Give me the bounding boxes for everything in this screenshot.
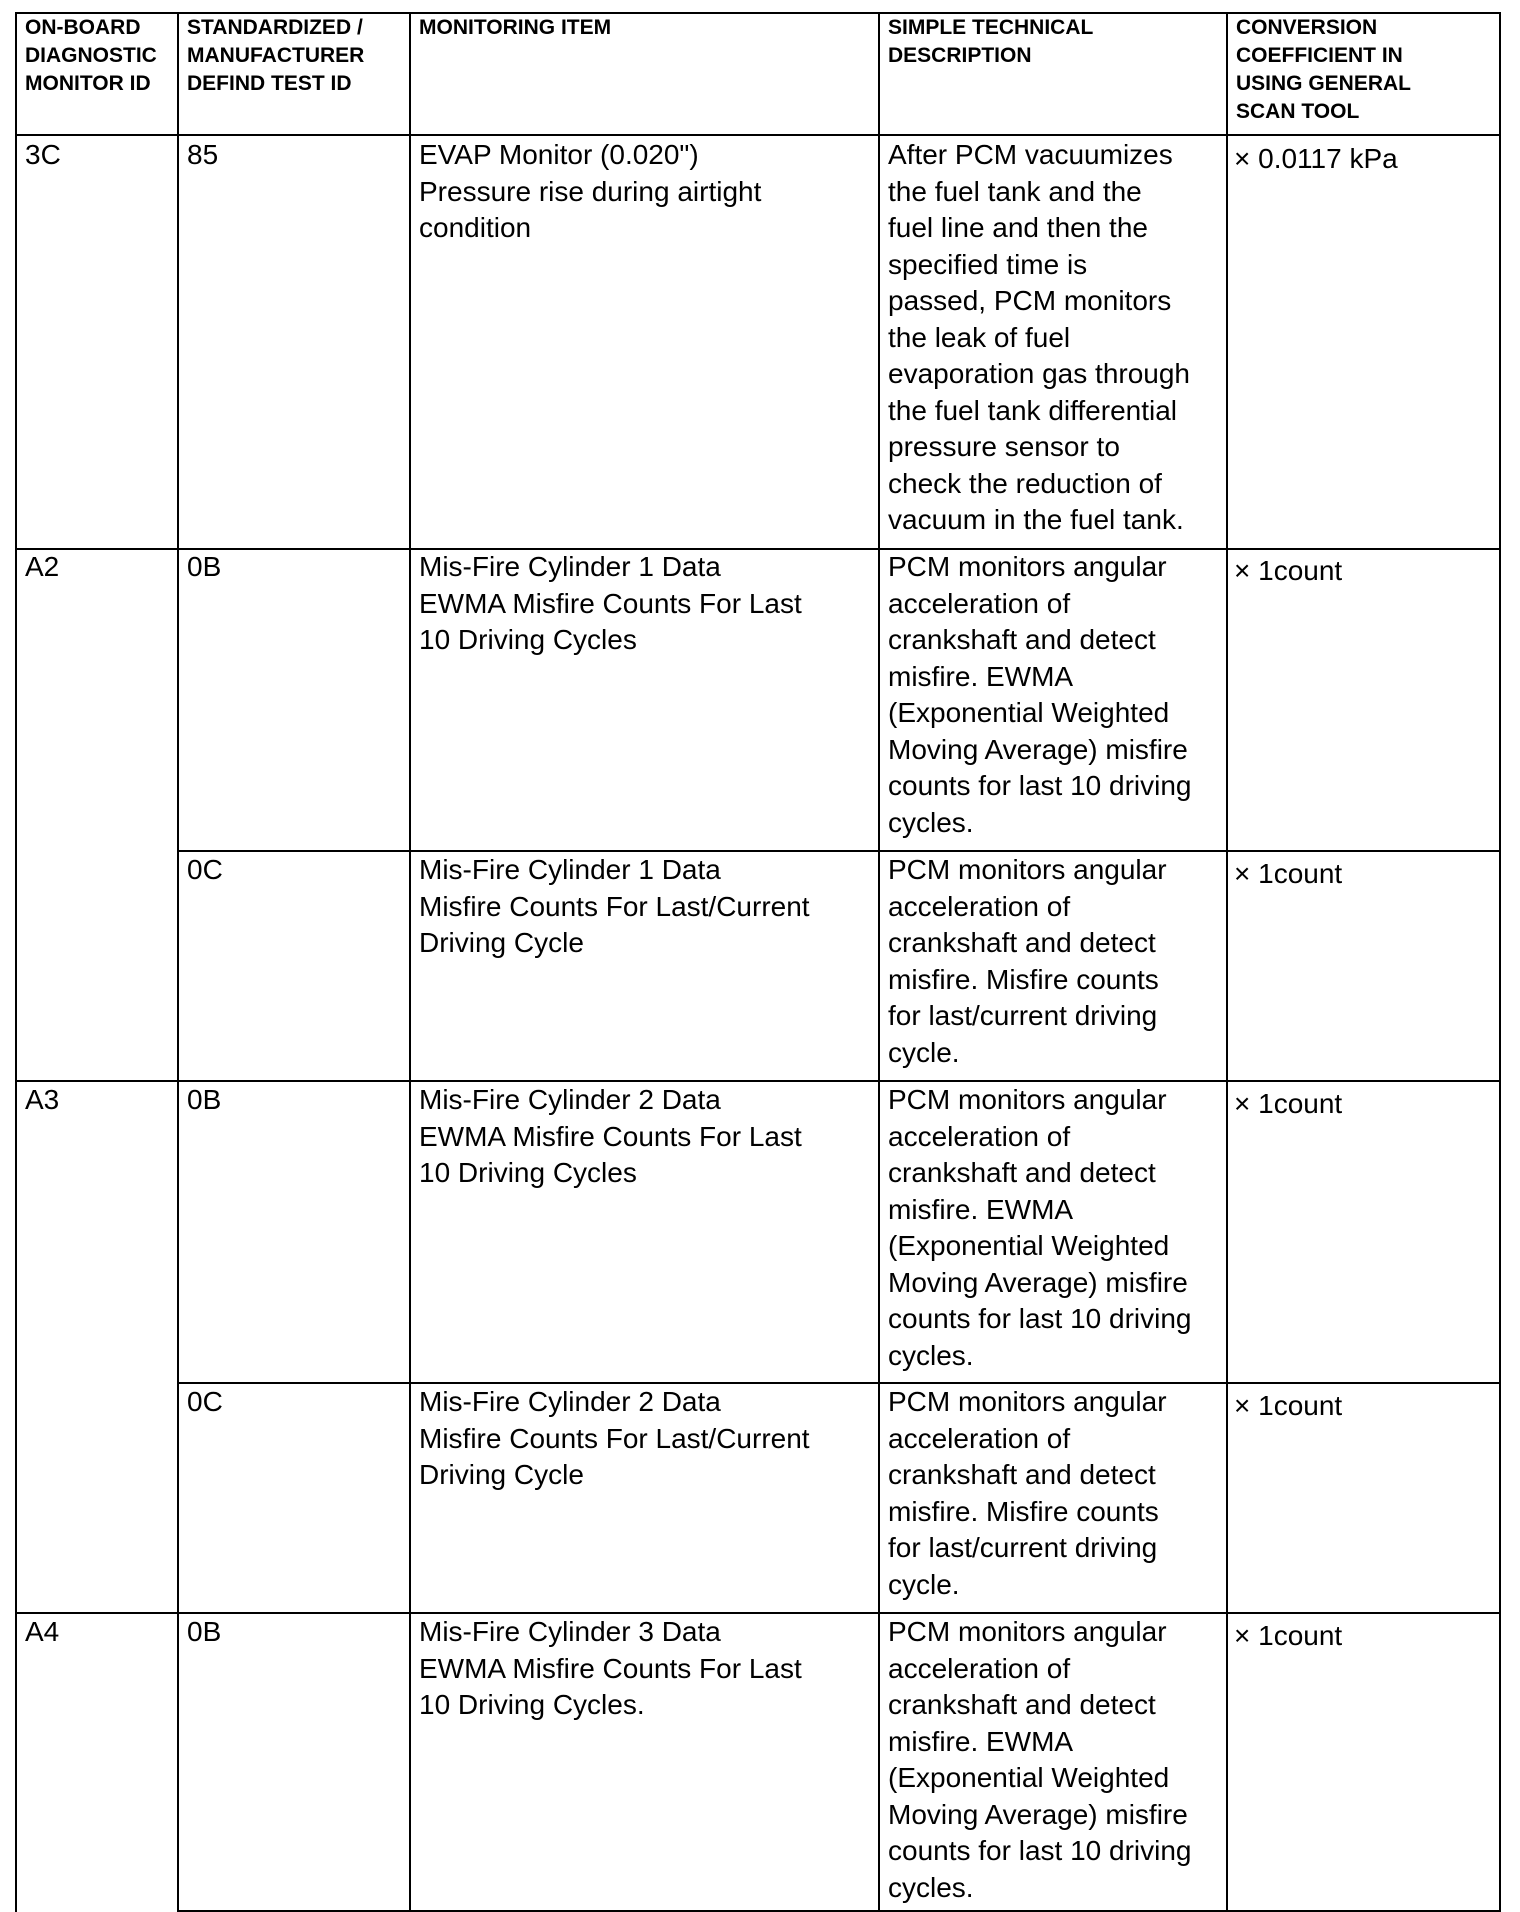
row-a2-0c-monitoring-item: Mis-Fire Cylinder 1 Data Misfire Counts For Last/Current Driving Cycle bbox=[419, 854, 810, 958]
row-3c-monitoring-item: EVAP Monitor (0.020") Pressure rise during airtight condition bbox=[419, 139, 762, 243]
row-a2-0b-coefficient: × 1count bbox=[1234, 555, 1343, 586]
row-a3-0b-test-id: 0B bbox=[187, 1084, 222, 1115]
row-3c-test-id: 85 bbox=[187, 139, 219, 170]
row-3c-monitor-id: 3C bbox=[25, 139, 61, 170]
row-a4-0b-coefficient: × 1count bbox=[1234, 1620, 1343, 1651]
col-divider-3 bbox=[878, 12, 880, 1912]
header-test-id: STANDARDIZED / MANUFACTURER DEFIND TEST ID bbox=[187, 16, 365, 95]
header-description: SIMPLE TECHNICAL DESCRIPTION bbox=[888, 16, 1094, 67]
row-a2-0b-monitoring-item: Mis-Fire Cylinder 1 Data EWMA Misfire Counts For Last 10 Driving Cycles bbox=[419, 551, 802, 655]
row-a2-0c-description: PCM monitors angular acceleration of crankshaft and detect misfire. Misfire counts for last/current driving cycle. bbox=[888, 854, 1167, 1068]
row-a3-0c-test-id: 0C bbox=[187, 1386, 223, 1417]
row-a3-0b-coefficient: × 1count bbox=[1234, 1088, 1343, 1119]
col-left-border bbox=[15, 12, 17, 1912]
header-monitor-id: ON-BOARD DIAGNOSTIC MONITOR ID bbox=[25, 16, 157, 95]
header-monitoring-item: MONITORING ITEM bbox=[419, 16, 612, 39]
row-3c-coefficient: × 0.0117 kPa bbox=[1234, 143, 1398, 174]
row-a3-0c-coefficient: × 1count bbox=[1234, 1390, 1343, 1421]
header-coefficient: CONVERSION COEFFICIENT IN USING GENERAL SCAN TOOL bbox=[1236, 16, 1412, 123]
row-a2-0b-test-id: 0B bbox=[187, 551, 222, 582]
row-a2-0b-description: PCM monitors angular acceleration of crankshaft and detect misfire. EWMA (Exponential Weighted Moving Average) misfire counts for last 10 driving cycles. bbox=[888, 551, 1192, 838]
row-a3-0c-monitoring-item: Mis-Fire Cylinder 2 Data Misfire Counts For Last/Current Driving Cycle bbox=[419, 1386, 810, 1490]
row-a4-monitor-id: A4 bbox=[25, 1616, 60, 1647]
row-a3-0c-description: PCM monitors angular acceleration of crankshaft and detect misfire. Misfire counts for last/current driving cycle. bbox=[888, 1386, 1167, 1600]
row-a2-0c-coefficient: × 1count bbox=[1234, 858, 1343, 889]
row-a4-0b-test-id: 0B bbox=[187, 1616, 222, 1647]
col-divider-4 bbox=[1226, 12, 1228, 1912]
row-3c-description: After PCM vacuumizes the fuel tank and the fuel line and then the specified time is passed, PCM monitors the leak of fuel evaporation gas through the fuel tank differential pressure sensor to check the reduction of vacuum in the fuel tank. bbox=[888, 139, 1190, 535]
row-a3-monitor-id: A3 bbox=[25, 1084, 60, 1115]
header-bottom-border bbox=[15, 134, 1501, 136]
row-a3-0b-description: PCM monitors angular acceleration of crankshaft and detect misfire. EWMA (Exponential Weighted Moving Average) misfire counts for last 10 driving cycles. bbox=[888, 1084, 1192, 1371]
col-right-border bbox=[1499, 12, 1501, 1912]
row-a4-0b-monitoring-item: Mis-Fire Cylinder 3 Data EWMA Misfire Counts For Last 10 Driving Cycles. bbox=[419, 1616, 802, 1720]
row-a2-0c-test-id: 0C bbox=[187, 854, 223, 885]
col-divider-1 bbox=[177, 12, 179, 1912]
row-a3-0b-monitoring-item: Mis-Fire Cylinder 2 Data EWMA Misfire Counts For Last 10 Driving Cycles bbox=[419, 1084, 802, 1188]
col-divider-2 bbox=[409, 12, 411, 1912]
row-a2-monitor-id: A2 bbox=[25, 551, 60, 582]
row-a4-0b-description: PCM monitors angular acceleration of crankshaft and detect misfire. EWMA (Exponential Weighted Moving Average) misfire counts for last 10 driving cycles. bbox=[888, 1616, 1192, 1903]
